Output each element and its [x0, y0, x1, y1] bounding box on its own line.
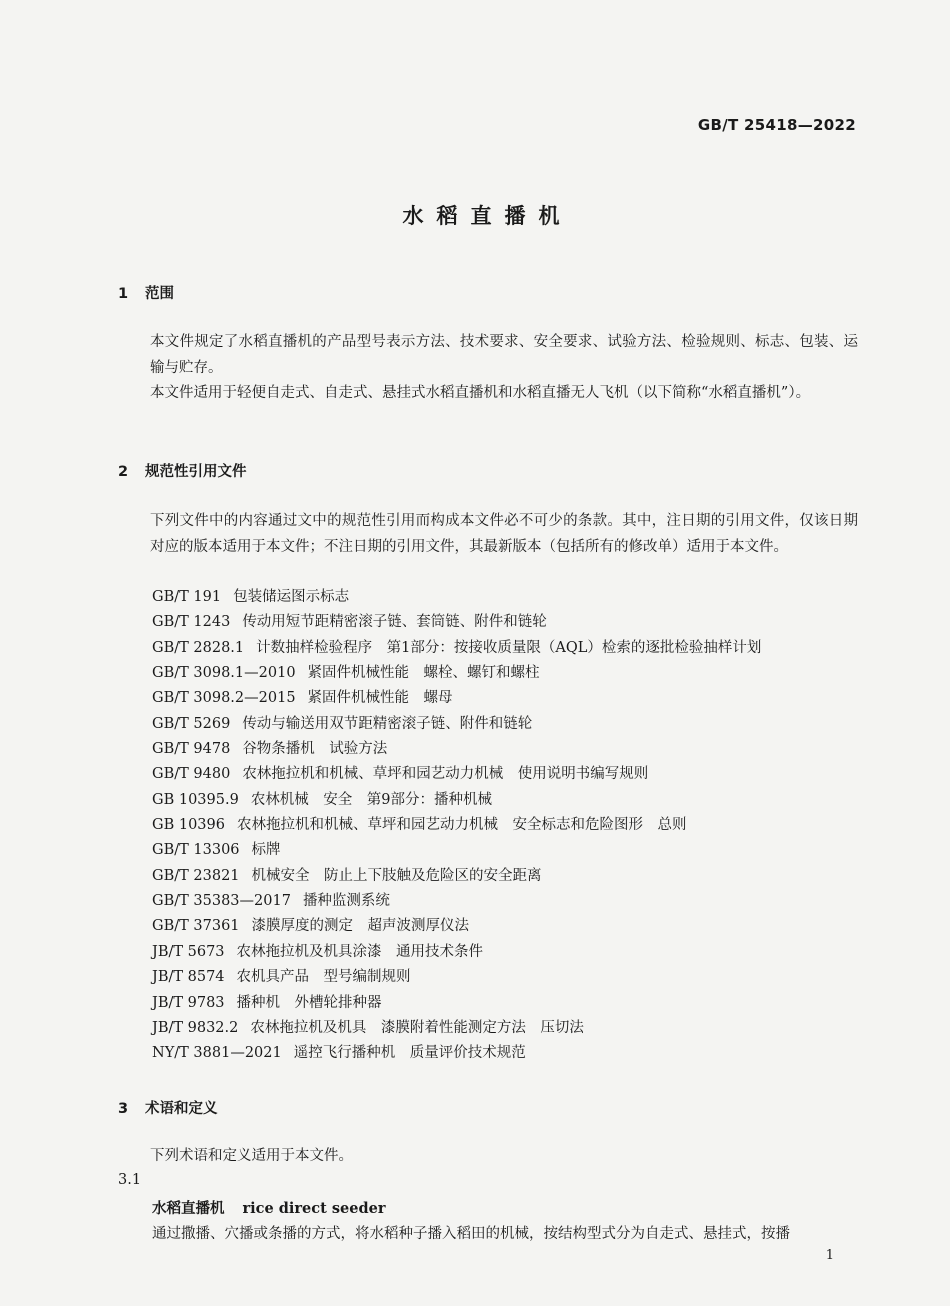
reference-item	[152, 813, 761, 838]
reference-item	[152, 1016, 761, 1041]
reference-code: JB/T 5673	[152, 943, 225, 960]
reference-item	[152, 712, 761, 737]
reference-code: GB/T 3098.1—2010	[152, 665, 296, 682]
reference-code: GB/T 9478	[152, 741, 231, 758]
reference-code: GB/T 2828.1	[152, 639, 245, 656]
reference-item	[152, 661, 761, 686]
standard-code: GB/T 25418—2022	[697, 116, 856, 134]
scope-paragraph-2: 本文件适用于轻便自走式、自走式、悬挂式水稻直播机和水稻直播无人飞机（以下简称“水稻直播机”）。	[150, 385, 811, 401]
reference-item	[152, 914, 761, 939]
reference-code: GB/T 35383—2017	[152, 893, 291, 910]
reference-title: 紧固件机械性能 螺栓、螺钉和螺柱	[307, 665, 540, 682]
reference-item	[152, 838, 761, 863]
reference-title: 紧固件机械性能 螺母	[307, 690, 453, 707]
reference-title: 农机具产品 型号编制规则	[236, 969, 411, 986]
reference-code: JB/T 9832.2	[152, 1019, 239, 1036]
reference-title: 漆膜厚度的测定 超声波测厚仪法	[251, 918, 470, 935]
reference-title: 谷物条播机 试验方法	[242, 741, 388, 758]
reference-code: GB/T 1243	[152, 614, 231, 631]
reference-title: 农林拖拉机和机械、草坪和园艺动力机械 使用说明书编写规则	[242, 766, 649, 783]
section-title: 术语和定义	[145, 1101, 218, 1117]
section-1-heading	[118, 282, 174, 303]
reference-title: 传动与输送用双节距精密滚子链、附件和链轮	[242, 715, 533, 732]
reference-code: GB 10396	[152, 817, 225, 834]
reference-title: 农林机械 安全 第9部分：播种机械	[250, 791, 493, 808]
clause-number: 3.1	[118, 1172, 142, 1188]
reference-title: 播种监测系统	[302, 893, 390, 910]
reference-title: 农林拖拉机和机械、草坪和园艺动力机械 安全标志和危险图形 总则	[236, 817, 687, 834]
reference-code: GB/T 5269	[152, 715, 231, 732]
reference-title: 播种机 外槽轮排种器	[236, 994, 382, 1011]
reference-item	[152, 636, 761, 661]
section-number: 2	[118, 464, 129, 480]
section-2-heading	[118, 460, 247, 481]
reference-item	[152, 940, 761, 965]
reference-code: GB/T 9480	[152, 766, 231, 783]
reference-title: 遥控飞行播种机 质量评价技术规范	[293, 1045, 526, 1062]
page-number: 1	[825, 1248, 834, 1263]
reference-code: GB/T 37361	[152, 918, 240, 935]
term-definition: 通过撒播、穴播或条播的方式，将水稻种子播入稻田的机械，按结构型式分为自走式、悬挂式，按播	[152, 1226, 790, 1242]
terms-intro-paragraph: 下列术语和定义适用于本文件。	[150, 1148, 353, 1164]
reference-list	[152, 585, 761, 1067]
reference-code: GB/T 191	[152, 589, 222, 605]
reference-code: GB 10395.9	[152, 791, 239, 808]
reference-item	[152, 610, 761, 635]
reference-item	[152, 788, 761, 813]
reference-title: 包装储运图示标志	[233, 589, 350, 605]
reference-item	[152, 965, 761, 990]
term-entry	[152, 1197, 385, 1218]
reference-item	[152, 585, 761, 610]
reference-item	[152, 991, 761, 1016]
term-chinese: 水稻直播机	[152, 1201, 225, 1217]
term-english: rice direct seeder	[242, 1200, 386, 1217]
section-title: 规范性引用文件	[145, 464, 247, 480]
reference-title: 传动用短节距精密滚子链、套筒链、附件和链轮	[242, 614, 547, 631]
reference-item	[152, 1041, 761, 1066]
reference-code: JB/T 9783	[152, 994, 225, 1011]
reference-code: GB/T 3098.2—2015	[152, 690, 296, 707]
reference-title: 机械安全 防止上下肢触及危险区的安全距离	[251, 867, 542, 884]
reference-code: GB/T 23821	[152, 867, 240, 884]
reference-code: NY/T 3881—2021	[152, 1045, 282, 1062]
scope-paragraph-1: 本文件规定了水稻直播机的产品型号表示方法、技术要求、安全要求、试验方法、检验规则、标志、包装、运输与贮存。	[150, 334, 858, 376]
reference-title: 农林拖拉机及机具涂漆 通用技术条件	[236, 943, 484, 960]
reference-item	[152, 864, 761, 889]
reference-title: 农林拖拉机及机具 漆膜附着性能测定方法 压切法	[250, 1019, 584, 1036]
section-number: 1	[118, 286, 129, 302]
section-number: 3	[118, 1101, 129, 1117]
reference-title: 计数抽样检验程序 第1部分：按接收质量限（AQL）检索的逐批检验抽样计划	[256, 639, 762, 656]
reference-item	[152, 737, 761, 762]
reference-code: GB/T 13306	[152, 842, 240, 859]
normative-intro-paragraph: 下列文件中的内容通过文中的规范性引用而构成本文件必不可少的条款。其中，注日期的引用文件，仅该日期对应的版本适用于本文件；不注日期的引用文件，其最新版本（包括所有的修改单）适用于本文件。	[150, 513, 858, 555]
reference-item	[152, 686, 761, 711]
reference-item	[152, 889, 761, 914]
section-3-heading	[118, 1097, 218, 1118]
document-title: 水稻直播机	[402, 204, 573, 228]
reference-item	[152, 762, 761, 787]
reference-code: JB/T 8574	[152, 969, 225, 986]
reference-title: 标牌	[251, 842, 281, 859]
section-title: 范围	[145, 286, 174, 302]
